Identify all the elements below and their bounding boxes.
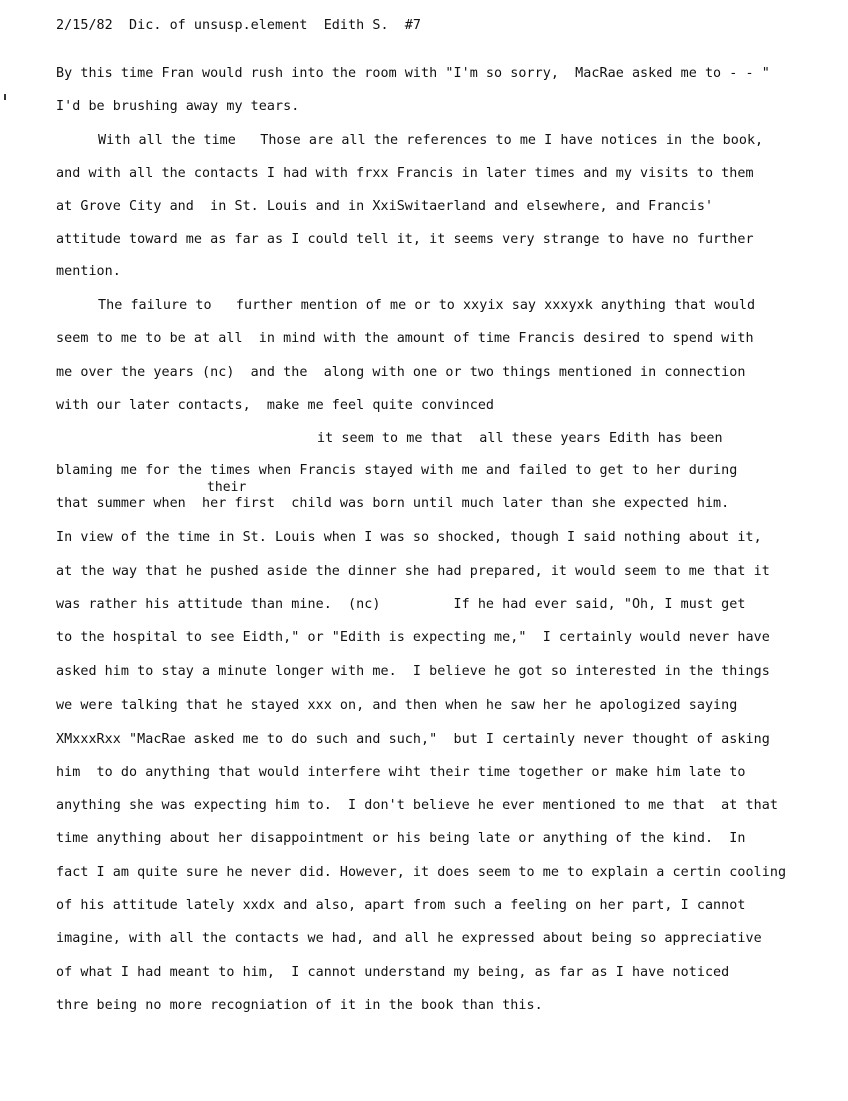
- margin-mark: [4, 94, 6, 100]
- text-line: In view of the time in St. Louis when I was so shocked, though I said nothing about it,: [56, 530, 762, 545]
- text-line: of what I had meant to him, I cannot understand my being, as far as I have noticed: [56, 965, 730, 980]
- document-header: 2/15/82 Dic. of unsusp.element Edith S. #7: [56, 18, 422, 33]
- text-line: fact I am quite sure he never did. However, it does seem to me to explain a certin cooling: [56, 865, 787, 880]
- text-line: to the hospital to see Eidth," or "Edith is expecting me," I certainly would never have: [56, 630, 770, 645]
- text-line: time anything about her disappointment or his being late or anything of the kind. In: [56, 831, 746, 846]
- text-line: With all the time Those are all the references to me I have notices in the book,: [98, 133, 764, 148]
- text-line: and with all the contacts I had with frxx Francis in later times and my visits to them: [56, 166, 754, 181]
- text-line: at the way that he pushed aside the dinner she had prepared, it would seem to me that it: [56, 564, 770, 579]
- text-line: By this time Fran would rush into the room with "I'm so sorry, MacRae asked me to - - ": [56, 66, 770, 81]
- text-line: at Grove City and in St. Louis and in XxiSwitaerland and elsewhere, and Francis': [56, 199, 714, 214]
- text-line: anything she was expecting him to. I don't believe he ever mentioned to me that at that: [56, 798, 778, 813]
- text-line: I'd be brushing away my tears.: [56, 99, 300, 114]
- text-line: mention.: [56, 264, 121, 279]
- text-line: we were talking that he stayed xxx on, and then when he saw her he apologized saying: [56, 698, 738, 713]
- text-line: attitude toward me as far as I could tell it, it seems very strange to have no further: [56, 232, 754, 247]
- text-line: XMxxxRxx "MacRae asked me to do such and such," but I certainly never thought of asking: [56, 732, 770, 747]
- text-line: him to do anything that would interfere wiht their time together or make him late to: [56, 765, 746, 780]
- text-line: thre being no more recogniation of it in the book than this.: [56, 998, 543, 1013]
- text-line: of his attitude lately xxdx and also, apart from such a feeling on her part, I cannot: [56, 898, 746, 913]
- text-line: it seem to me that all these years Edith has been: [317, 431, 723, 446]
- text-line: was rather his attitude than mine. (nc) If he had ever said, "Oh, I must get: [56, 597, 746, 612]
- text-line: imagine, with all the contacts we had, and all he expressed about being so appreciative: [56, 931, 762, 946]
- text-line: seem to me to be at all in mind with the amount of time Francis desired to spend with: [56, 331, 754, 346]
- interlinear-insertion: their: [207, 480, 247, 495]
- text-line: with our later contacts, make me feel quite convinced: [56, 398, 495, 413]
- text-line: blaming me for the times when Francis stayed with me and failed to get to her during: [56, 463, 738, 478]
- text-line: that summer when her first child was born until much later than she expected him.: [56, 496, 730, 511]
- text-line: The failure to further mention of me or to xxyix say xxxyxk anything that would: [98, 298, 756, 313]
- text-line: asked him to stay a minute longer with me. I believe he got so interested in the things: [56, 664, 770, 679]
- text-line: me over the years (nc) and the along with one or two things mentioned in connection: [56, 365, 746, 380]
